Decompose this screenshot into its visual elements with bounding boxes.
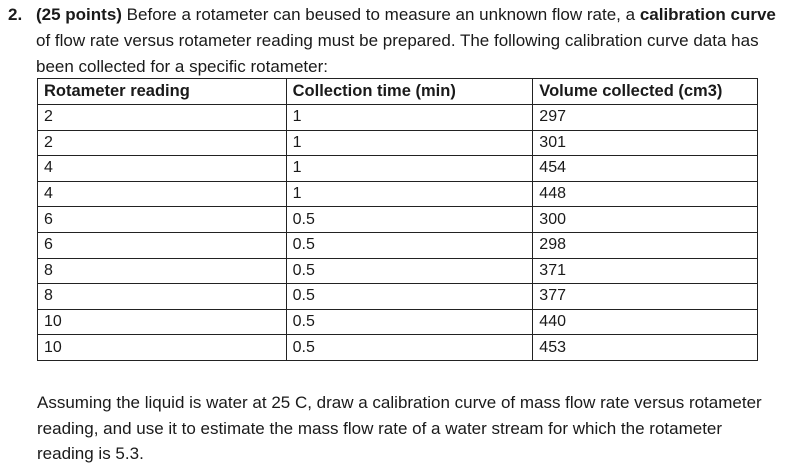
header-volume-collected: Volume collected (cm3): [533, 79, 758, 105]
table-row: [38, 232, 758, 258]
cell-reading: 10: [38, 309, 287, 335]
table-row: [38, 181, 758, 207]
cell-volume: 300: [533, 207, 758, 233]
table-row: [38, 156, 758, 182]
table-row: [38, 207, 758, 233]
cell-time: 1: [286, 181, 533, 207]
calibration-data-table: [37, 78, 758, 361]
points-label: (25 points): [36, 5, 122, 24]
cell-time: 0.5: [286, 232, 533, 258]
intro-text-1: Before a rotameter can beused to measure an unknown flow rate, a: [121, 5, 640, 24]
cell-volume: 440: [533, 309, 758, 335]
cell-reading: 4: [38, 181, 287, 207]
table-row: [38, 284, 758, 310]
cell-volume: 301: [533, 130, 758, 156]
cell-volume: 371: [533, 258, 758, 284]
table-row: [38, 309, 758, 335]
cell-time: 0.5: [286, 309, 533, 335]
table-row: [38, 335, 758, 361]
header-rotameter-reading: Rotameter reading: [38, 79, 287, 105]
table-header-row: [38, 79, 758, 105]
cell-reading: 8: [38, 258, 287, 284]
question-header: [8, 2, 778, 80]
intro-text-2: of flow rate versus rotameter reading must be prepared. The following calibration curve data has been collected for a specific rotameter:: [36, 31, 759, 76]
cell-time: 1: [286, 156, 533, 182]
cell-reading: 2: [38, 105, 287, 131]
header-collection-time: Collection time (min): [286, 79, 533, 105]
cell-reading: 6: [38, 207, 287, 233]
cell-reading: 6: [38, 232, 287, 258]
cell-volume: 297: [533, 105, 758, 131]
cell-time: 1: [286, 130, 533, 156]
cell-volume: 377: [533, 284, 758, 310]
cell-time: 0.5: [286, 335, 533, 361]
cell-volume: 448: [533, 181, 758, 207]
cell-volume: 454: [533, 156, 758, 182]
cell-time: 0.5: [286, 284, 533, 310]
table-row: [38, 130, 758, 156]
calibration-curve-term: calibration curve: [639, 5, 776, 24]
table-row: [38, 258, 758, 284]
table-row: [38, 105, 758, 131]
cell-reading: 2: [38, 130, 287, 156]
cell-reading: 4: [38, 156, 287, 182]
cell-reading: 8: [38, 284, 287, 310]
cell-reading: 10: [38, 335, 287, 361]
question-intro: [36, 2, 778, 80]
cell-volume: 453: [533, 335, 758, 361]
cell-time: 1: [286, 105, 533, 131]
instructions-paragraph: Assuming the liquid is water at 25 C, draw a calibration curve of mass flow rate versus rotameter reading, and use it to estimate the mass flow rate of a water stream for which the rotameter reading is 5.3.: [37, 393, 762, 463]
question-number: 2.: [8, 5, 23, 24]
cell-time: 0.5: [286, 258, 533, 284]
cell-volume: 298: [533, 232, 758, 258]
cell-time: 0.5: [286, 207, 533, 233]
